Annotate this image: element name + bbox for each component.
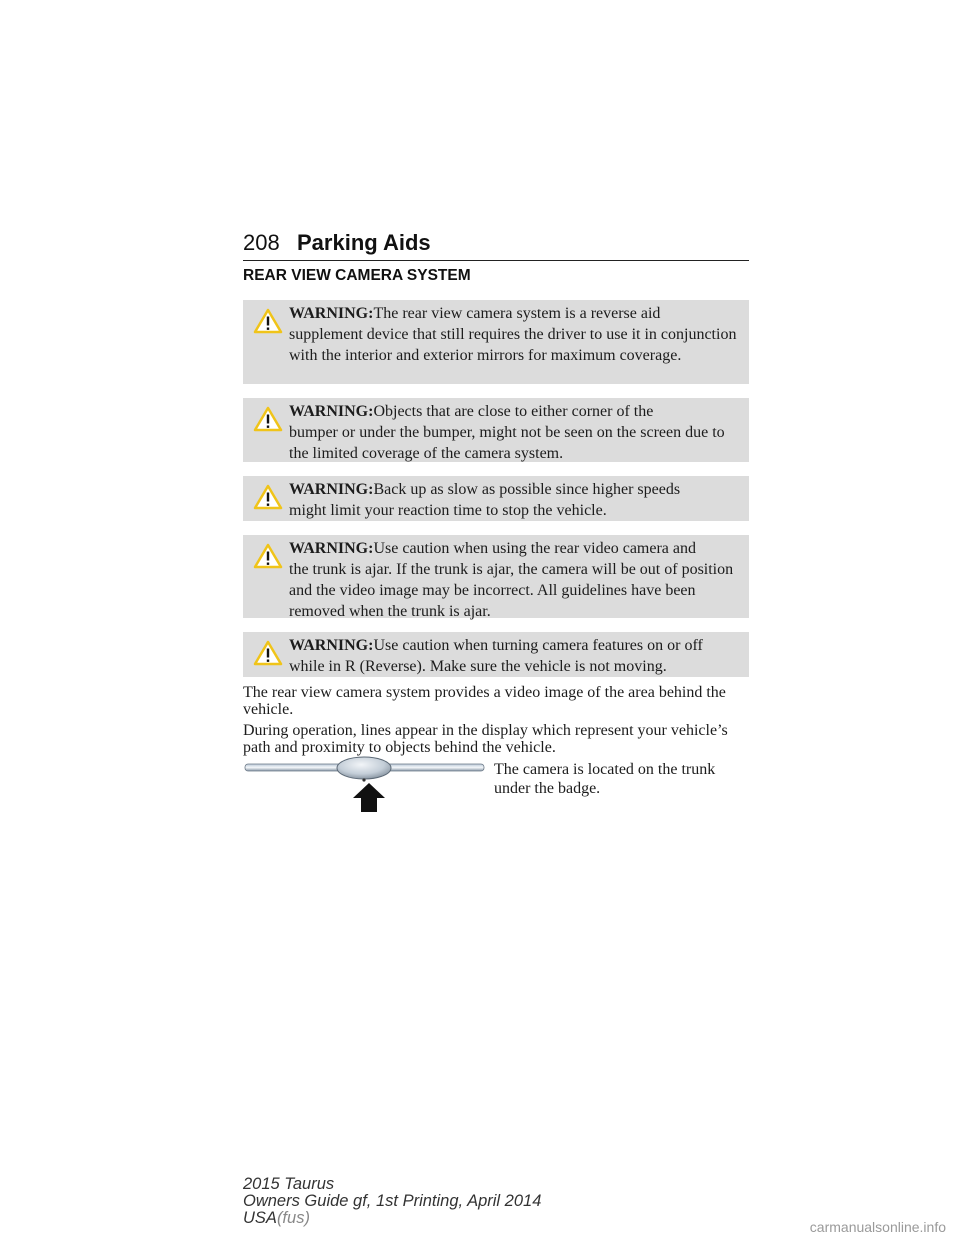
- warning-box: [243, 398, 749, 462]
- warning-text: supplement device that still requires the driver to use it in conjunction with the interior and exterior mirrors for maximum coverage.: [289, 326, 737, 364]
- chapter-title: Parking Aids: [297, 230, 431, 255]
- body-paragraph: The rear view camera system provides a video image of the area behind the vehicle.: [243, 684, 726, 718]
- page-footer: [243, 1176, 541, 1227]
- warning-label: WARNING:: [289, 637, 374, 654]
- warning-text-line1: Use caution when using the rear video camera and: [373, 540, 696, 557]
- warning-triangle-icon: [253, 406, 283, 432]
- warning-box: [243, 300, 749, 384]
- warning-triangle-icon: [253, 484, 283, 510]
- warning-box: [243, 476, 749, 521]
- watermark: carmanualsonline.info: [809, 1219, 946, 1235]
- page-number: 208: [243, 230, 280, 255]
- body-paragraph: During operation, lines appear in the display which represent your vehicle’s path and proximity to objects behind the vehicle.: [243, 722, 728, 756]
- warning-text-line1: Back up as slow as possible since higher speeds: [373, 481, 681, 498]
- warning-text: bumper or under the bumper, might not be seen on the screen due to the limited coverage of the camera system.: [289, 424, 725, 462]
- warning-text-line1: Use caution when turning camera features on or off: [373, 637, 703, 654]
- warning-label: WARNING:: [289, 481, 374, 498]
- warning-triangle-icon: [253, 308, 283, 334]
- warning-label: WARNING:: [289, 305, 374, 322]
- warning-triangle-icon: [253, 640, 283, 666]
- warning-label: WARNING:: [289, 540, 374, 557]
- warning-text: might limit your reaction time to stop the vehicle.: [289, 502, 607, 519]
- warning-text: while in R (Reverse). Make sure the vehicle is not moving.: [289, 658, 667, 675]
- section-title: REAR VIEW CAMERA SYSTEM: [243, 267, 471, 284]
- footer-region: USA: [243, 1209, 277, 1227]
- trunk-badge-figure: [243, 754, 486, 818]
- footer-region-code: (fus): [276, 1209, 310, 1227]
- warning-text: the trunk is ajar. If the trunk is ajar, the camera will be out of position and the video image may be incorrect. All guidelines have been removed when the trunk is ajar.: [289, 561, 734, 620]
- warning-box: [243, 535, 749, 618]
- page-header: [243, 230, 749, 261]
- warning-text-line1: Objects that are close to either corner of the: [373, 403, 654, 420]
- warning-text-line1: The rear view camera system is a reverse aid: [373, 305, 661, 322]
- warning-triangle-icon: [253, 543, 283, 569]
- warning-box: [243, 632, 749, 677]
- warning-label: WARNING:: [289, 403, 374, 420]
- arrow-up-icon: [353, 783, 385, 812]
- footer-model: 2015 Taurus: [243, 1175, 335, 1193]
- footer-guide: Owners Guide gf, 1st Printing, April 2014: [243, 1192, 542, 1210]
- figure-caption: The camera is located on the trunk under the badge.: [494, 761, 716, 797]
